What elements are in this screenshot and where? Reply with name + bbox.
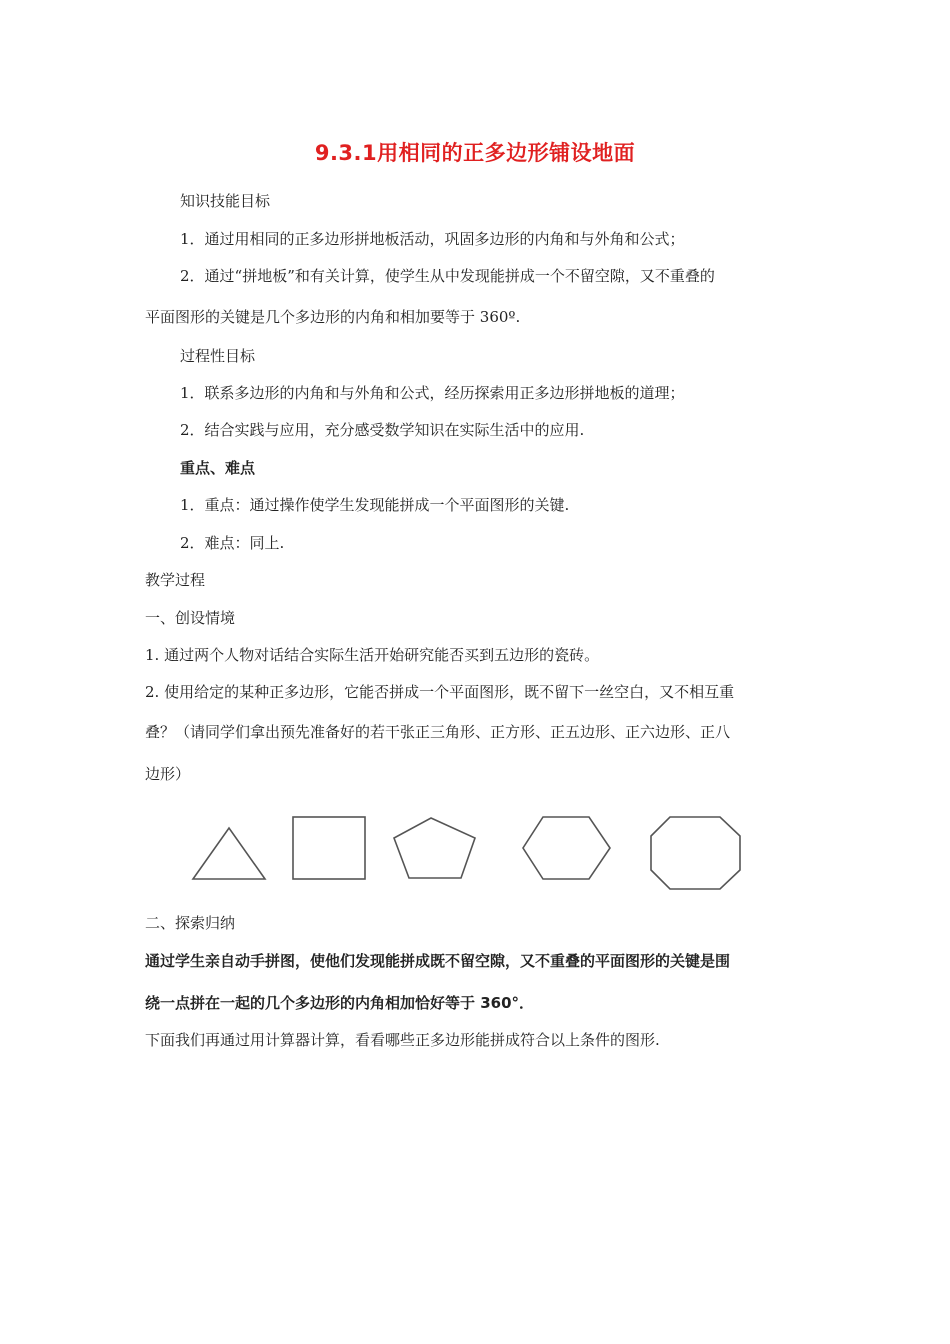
knowledge-goal-2a: 2．通过“拼地板”和有关计算，使学生从中发现能拼成一个不留空隙，又不重叠的 [180,267,715,285]
page-title: 9.3.1用相同的正多边形铺设地面 [314,141,636,165]
pentagon-icon [394,818,475,878]
polygon-figure [185,810,755,890]
key-heading: 重点、难点 [180,459,256,477]
teaching-process-heading: 教学过程 [145,571,206,589]
knowledge-goal-heading: 知识技能目标 [180,192,271,210]
part1-heading: 一、创设情境 [145,609,236,627]
part2-bold-b: 绕一点拼在一起的几个多边形的内角相加恰好等于 360°． [145,994,535,1012]
part2-bold-a: 通过学生亲自动手拼图，使他们发现能拼成既不留空隙，又不重叠的平面图形的关键是围 [145,952,731,970]
triangle-icon [193,828,265,879]
hexagon-icon [523,817,610,879]
process-goal-2: 2．结合实践与应用，充分感受数学知识在实际生活中的应用. [180,421,585,439]
square-icon [293,817,365,879]
octagon-icon [651,817,740,889]
knowledge-goal-2b: 平面图形的关键是几个多边形的内角和相加要等于 360º. [145,308,521,326]
knowledge-goal-1: 1．通过用相同的正多边形拼地板活动，巩固多边形的内角和与外角和公式； [180,230,685,248]
process-goal-heading: 过程性目标 [180,347,256,365]
key-point-2: 2．难点：同上. [180,534,285,552]
key-point-1: 1．重点：通过操作使学生发现能拼成一个平面图形的关键. [180,496,570,514]
part2-text: 下面我们再通过用计算器计算，看看哪些正多边形能拼成符合以上条件的图形. [145,1031,660,1049]
part1-item2a: 2. 使用给定的某种正多边形，它能否拼成一个平面图形，既不留下一丝空白，又不相互重 [145,683,735,701]
process-goal-1: 1．联系多边形的内角和与外角和公式，经历探索用正多边形拼地板的道理； [180,384,685,402]
part1-item1: 1. 通过两个人物对话结合实际生活开始研究能否买到五边形的瓷砖。 [145,646,600,664]
part2-heading: 二、探索归纳 [145,914,236,932]
part1-item2b: 叠？（请同学们拿出预先准备好的若干张正三角形、正方形、正五边形、正六边形、正八 [145,723,731,741]
part1-item2c: 边形） [145,765,191,783]
